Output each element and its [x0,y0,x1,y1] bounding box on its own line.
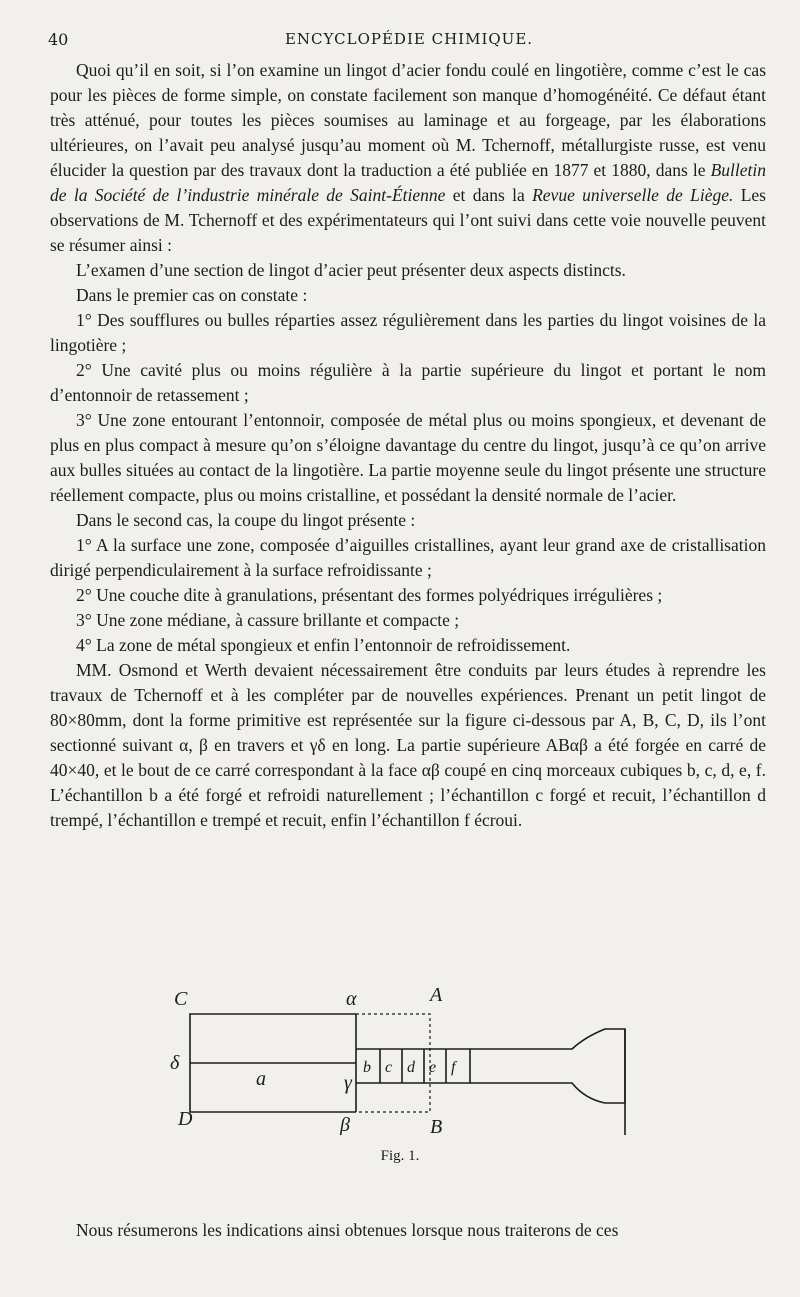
label-a: a [256,1068,266,1090]
label-B: B [430,1116,443,1135]
list-item: 2° Une couche dite à granulations, présentant des formes polyédriques irrégulières ; [76,585,663,605]
list-item: 1° A la surface une zone, composée d’aiguilles cristallines, ayant leur grand axe de cristallisation dirigé perpendiculairement à la surface refroidissante ; [50,535,766,580]
list-item: 3° Une zone médiane, à cassure brillante et compacte ; [76,610,460,630]
ingot-diagram [160,985,680,1135]
body-text [50,58,766,833]
journal-title-2: Revue universelle de Liège. [532,185,734,205]
label-gamma: γ [344,1072,352,1094]
paragraph: Dans le premier cas on constate : [76,285,308,305]
figure-ingot [160,985,680,1135]
ingot-right-bottom [470,1083,625,1103]
paragraph: L’examen d’une section de lingot d’acier peut présenter deux aspects distincts. [76,260,626,280]
label-e: e [429,1059,437,1076]
label-A: A [430,985,443,1006]
list-item: 1° Des soufflures ou bulles réparties assez régulièrement dans les parties du lingot voisines de la lingotière ; [50,310,766,355]
ingot-right-top [470,1029,625,1135]
page-header [48,30,770,54]
list-item: 4° La zone de métal spongieux et enfin l’entonnoir de refroidissement. [76,635,571,655]
label-f: f [451,1059,456,1076]
paragraph: Dans le second cas, la coupe du lingot présente : [76,510,416,530]
label-c: c [385,1059,393,1076]
page-number: 40 [48,30,69,49]
figure-caption: Fig. 1. [380,1148,420,1164]
label-C: C [174,988,188,1010]
paragraph-intro: Quoi qu’il en soit, si l’on examine un lingot d’acier fondu coulé en lingotière, comme c’est le cas pour les pièces de forme simple, on constate facilement son manque d’homogénéité. Ce défaut étant très atténué, pour toutes les pièces soumises au laminage et au forgeage, par les élaborations ultérieures, on l’avait peu analysé jusqu’au moment où M. Tchernoff, métallurgiste russe, est venu élucider la question par des travaux dont la traduction a été publiée en 1877 et 1880, dans le Bulletin de la Société de l’industrie minérale de Saint-Étienne et dans la Revue universelle de Liège. Les observations de M. Tchernoff et des expérimentateurs qui l’ont suivi dans cette voie nouvelle peuvent se résumer ainsi : [50,60,766,255]
label-beta: β [340,1114,350,1135]
last-line: Nous résumerons les indications ainsi obtenues lorsque nous traiterons de ces [76,1220,619,1240]
list-item: 3° Une zone entourant l’entonnoir, composée de métal plus ou moins spongieux, et devenant de plus en plus compact à mesure qu’on s’éloigne davantage du centre du lingot, jusqu’à ce qu’on arrive aux bulles situées au contact de la lingotière. La partie moyenne seule du lingot présente une structure réellement compacte, plus ou moins cristalline, et possédant la densité normale de l’acier. [50,410,766,505]
label-D: D [178,1108,193,1130]
paragraph: MM. Osmond et Werth devaient nécessairement être conduits par leurs études à reprendre les travaux de Tchernoff et à les compléter par de nouvelles expériences. Prenant un petit lingot de 80×80mm, dont la forme primitive est représentée sur la figure ci-dessous par A, B, C, D, ils l’ont sectionné suivant α, β en travers et γδ en long. La partie supérieure ABαβ a été forgée en carré de 40×40, et le bout de ce carré correspondant à la face αβ coupé en cinq morceaux cubiques b, c, d, e, f. L’échantillon b a été forgé et refroidi naturellement ; l’échantillon c forgé et recuit, l’échantillon d trempé, l’échantillon e trempé et recuit, enfin l’échantillon f écroui. [50,660,766,830]
running-title: ENCYCLOPÉDIE CHIMIQUE. [284,30,534,48]
label-delta: δ [170,1052,180,1074]
list-item: 2° Une cavité plus ou moins régulière à la partie supérieure du lingot et portant le nom d’entonnoir de retassement ; [50,360,766,405]
label-alpha: α [346,988,357,1010]
label-d: d [407,1059,415,1076]
journal-title-1: Bulletin de la Société de l’industrie minérale de Saint-Étienne [50,160,766,205]
label-b: b [363,1059,371,1076]
